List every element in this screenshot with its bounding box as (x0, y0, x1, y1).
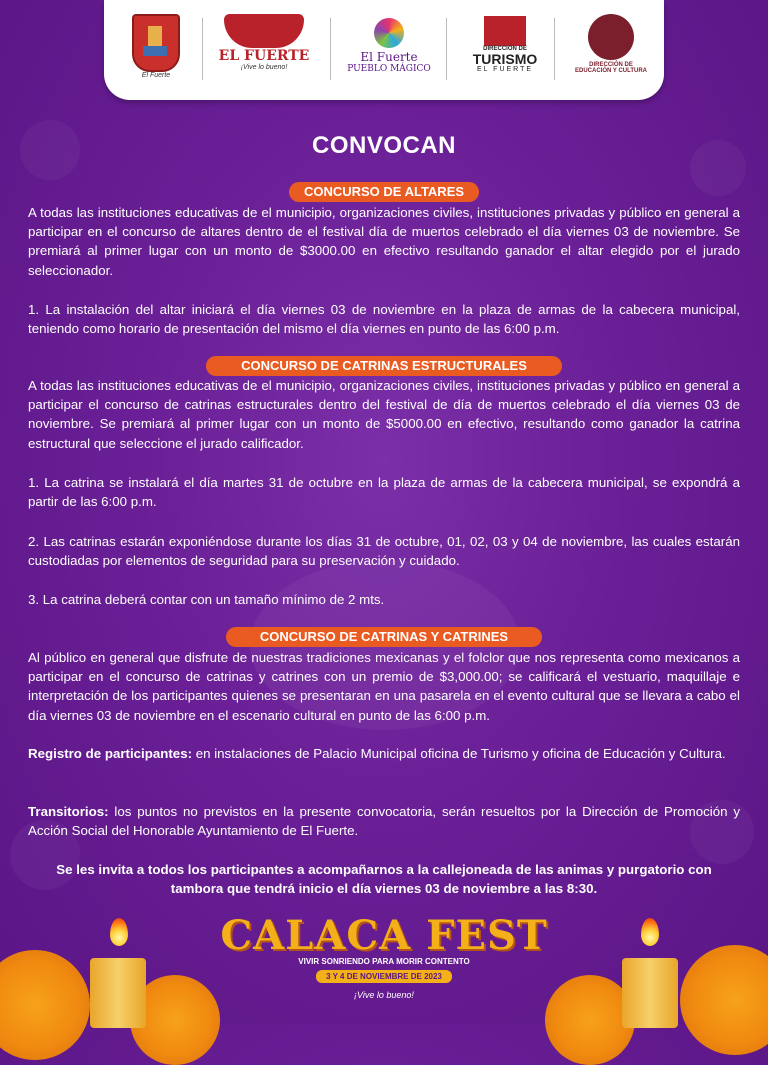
shield-icon (132, 14, 180, 72)
section-paragraph: Al público en general que disfrute de nuestras tradiciones mexicanas y el folclor que nos representa como mexicanos a participar en el concurso de catrinas y catrines con un premio de $3,000.00; se calificará el vestuario, maquillaje e interpretación de los participantes quienes se presentaran en una pasarela en el evento cultural que se llevara a cabo el día viernes 03 de noviembre en el escenario cultural en punto de las 6:00 p.m. (28, 650, 740, 723)
el-fuerte-ayuntamiento-logo (216, 12, 312, 84)
logo-text: EL FUERTE (218, 48, 310, 64)
logo-text: EDUCACIÓN Y CULTURA (574, 68, 647, 74)
turismo-building-icon (484, 16, 526, 46)
section-paragraph: 2. Las catrinas estarán exponiéndose durante los días 31 de octubre, 01, 02, 03 y 04 de noviembre, las cuales estarán custodiadas por elementos de seguridad para su preservación y cuidado. (28, 534, 740, 569)
direccion-educacion-logo (566, 12, 656, 84)
event-title: CALACA FEST (220, 912, 548, 959)
registro-label: Registro de participantes: (28, 746, 193, 761)
section-heading-catrinas-catrines: CONCURSO DE CATRINAS Y CATRINES (226, 627, 542, 647)
pueblo-magico-icon (374, 18, 404, 48)
section-heading-altares: CONCURSO DE ALTARES (289, 182, 479, 202)
invitation-text: Se les invita a todos los participantes a acompañarnos a la callejoneada de las animas y purgatorio con tambora que tendrá inicio el día viernes 03 de noviembre a las 8:30. (56, 862, 712, 897)
footer-slogan: ¡Vive lo bueno! (354, 990, 414, 1000)
ayuntamiento-emblem-icon (224, 14, 304, 48)
section-heading-catrinas-estructurales: CONCURSO DE CATRINAS ESTRUCTURALES (206, 356, 562, 376)
transitorios-text: los puntos no previstos en la presente convocatoria, serán resueltos por la Dirección de Promoción y Acción Social del Honorable Ayuntamiento de El Fuerte. (28, 804, 740, 839)
direccion-turismo-logo (460, 12, 550, 84)
logo-pre: DIRECCIÓN DE (483, 46, 527, 52)
section-paragraph: A todas las instituciones educativas de el municipio, organizaciones civiles, instituciones privadas y público en general a participar el concurso de catrinas estructurales dentro del festival de día de muertos celebrado el día viernes 03 de noviembre. Se premiará al primer lugar con un monto de $5000.00 en efectivo, resultando como ganador la catrina estructural que seleccione el jurado calificador. (28, 378, 740, 451)
section-paragraph: 3. La catrina deberá contar con un tamaño mínimo de 2 mts. (28, 592, 385, 607)
pueblo-magico-logo (344, 12, 434, 84)
section-paragraph: 1. La instalación del altar iniciará el día viernes 03 de noviembre en la plaza de armas de la cabecera municipal, teniendo como horario de presentación del mismo el día viernes en punto de las 6:00 p.m. (28, 302, 740, 337)
logo-header (104, 0, 664, 100)
logo-sub: PUEBLO MÁGICO (347, 64, 431, 74)
logo-text: El Fuerte (141, 72, 171, 79)
transitorios-paragraph (28, 802, 740, 840)
event-dates: 3 Y 4 DE NOVIEMBRE DE 2023 (316, 970, 452, 983)
section-paragraph: A todas las instituciones educativas de el municipio, organizaciones civiles, instituciones privadas y público en general a participar en el concurso de altares dentro de el festival día de muertos celebrado el día viernes 03 de noviembre. Se premiará al primer lugar con un monto de $3000.00 en efectivo resultando ganador el altar elegido por el jurado seleccionador. (28, 205, 740, 278)
calaca-fest-logo (0, 912, 768, 1000)
transitorios-label: Transitorios: (28, 804, 109, 819)
logo-slogan: ¡Vive lo bueno! (240, 64, 288, 71)
logo-pre: DIRECCIÓN DE (589, 62, 633, 68)
logo-text: TURISMO (472, 51, 538, 67)
logo-text: El Fuerte (360, 50, 418, 64)
registro-paragraph (28, 744, 740, 763)
el-fuerte-shield-logo (126, 12, 186, 84)
section-paragraph: 1. La catrina se instalará el día martes 31 de octubre en la plaza de armas de la cabecera municipal, se expondrá a partir de las 6:00 p.m. (28, 475, 740, 510)
event-tagline: VIVIR SONRIENDO PARA MORIR CONTENTO (298, 957, 470, 966)
registro-text: en instalaciones de Palacio Municipal oficina de Turismo y oficina de Educación y Cultura. (192, 746, 726, 761)
educacion-emblem-icon (588, 14, 634, 60)
logo-sub: EL FUERTE (476, 66, 534, 73)
page-title: CONVOCAN (311, 132, 456, 159)
